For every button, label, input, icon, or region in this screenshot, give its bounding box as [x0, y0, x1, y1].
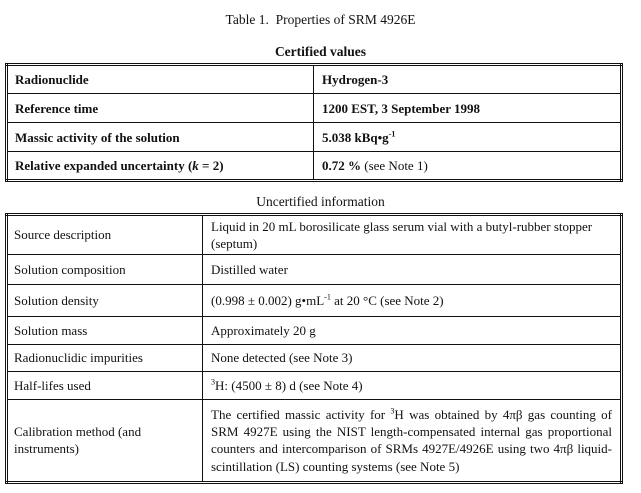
table-row [7, 254, 622, 284]
row-label-massic-activity: Massic activity of the solution [7, 123, 314, 152]
row-label-relative-uncertainty: Relative expanded uncertainty (k = 2) [7, 152, 314, 181]
certified-values-heading: Certified values [274, 43, 367, 59]
row-value-radionuclidic-impurities: None detected (see Note 3) [203, 344, 622, 371]
row-value-reference-time: 1200 EST, 3 September 1998 [314, 94, 622, 123]
table-title: Table 1. Properties of SRM 4926E [225, 12, 416, 27]
table-row [7, 284, 622, 316]
row-label-solution-density: Solution density [7, 284, 203, 316]
table-row [7, 344, 622, 371]
table-row [7, 123, 622, 152]
table-row [7, 371, 622, 399]
row-value-radionuclide: Hydrogen-3 [314, 65, 622, 94]
row-value-calibration-method: The certified massic activity for $^3$H was obtained by 4πβ gas counting of SRM 4927E using the NIST length-compensated internal gas proportional counters and intercomparison of SRMs 4927E/4926E using two 4πβ liquid-scintillation (LS) counting systems (see Note 5) [203, 399, 622, 482]
uncertified-information-table [5, 213, 623, 484]
row-value-solution-density: (0.998 ± 0.002) $g•mL^{-1}$ at 20 °C (see Note 2) [203, 284, 622, 316]
row-label-calibration-method: Calibration method (and instruments) [7, 399, 203, 482]
table-row [7, 65, 622, 94]
table-row [7, 94, 622, 123]
row-label-radionuclidic-impurities: Radionuclidic impurities [7, 344, 203, 371]
table-row [7, 316, 622, 344]
row-value-source-description: Liquid in 20 mL borosilicate glass serum vial with a butyl-rubber stopper (septum) [203, 214, 622, 254]
row-value-massic-activity: 5.038 $kBq•g^{-1}$ [314, 123, 622, 152]
table-row [7, 399, 622, 482]
row-value-half-lifes-used: $^3$H: (4500 ± 8) d (see Note 4) [203, 371, 622, 399]
row-value-solution-mass: Approximately 20 g [203, 316, 622, 344]
row-label-solution-composition: Solution composition [7, 254, 203, 284]
uncertified-information-heading: Uncertified information [256, 194, 385, 210]
row-label-reference-time: Reference time [7, 94, 314, 123]
table-row [7, 214, 622, 254]
table-row [7, 152, 622, 181]
row-label-solution-mass: Solution mass [7, 316, 203, 344]
row-value-solution-composition: Distilled water [203, 254, 622, 284]
row-label-source-description: Source description [7, 214, 203, 254]
row-value-relative-uncertainty: 0.72 % (see Note 1) [314, 152, 622, 181]
row-label-half-lifes-used: Half-lifes used [7, 371, 203, 399]
certified-values-table [5, 63, 623, 182]
row-label-radionuclide: Radionuclide [7, 65, 314, 94]
